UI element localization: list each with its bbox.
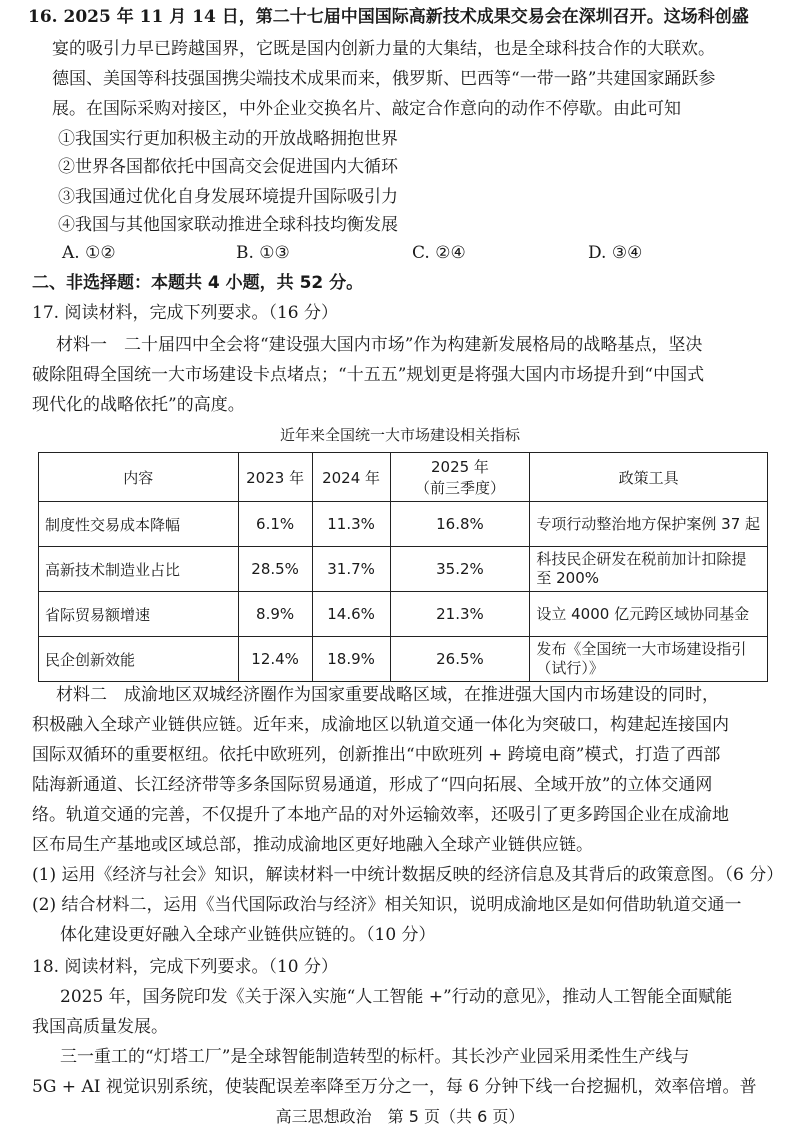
q17-material1-line-2: 破除阻碍全国统一大市场建设卡点堵点；“十五五”规划更是将强大国内市场提升到“中国式 (32, 365, 705, 385)
row-item: 制度性交易成本降幅 (39, 502, 239, 547)
indicator-table (38, 452, 768, 682)
row-2024: 11.3% (312, 502, 390, 547)
row-2025: 26.5% (390, 637, 530, 682)
table-row (39, 592, 768, 637)
q16-option-a: A. ①② (62, 243, 116, 263)
q16-option-d: D. ③④ (588, 243, 643, 263)
q17-material2-line-5: 络。轨道交通的完善，不仅提升了本地产品的对外运输效率，还吸引了更多跨国企业在成渝地 (32, 805, 729, 825)
q17-question-1: (1) 运用《经济与社会》知识，解读材料一中统计数据反映的经济信息及其背后的政策意图。（6 分） (32, 865, 784, 885)
row-policy: 设立 4000 亿元跨区域协同基金 (530, 592, 768, 637)
row-2024: 14.6% (312, 592, 390, 637)
q18-p2-line-1: 三一重工的“灯塔工厂”是全球智能制造转型的标杆。其长沙产业园采用柔性生产线与 (60, 1047, 690, 1067)
q17-material1-line-3: 现代化的战略依托”的高度。 (32, 395, 245, 415)
header-2025 (390, 453, 530, 502)
q17-question-2-line-1: (2) 结合材料二，运用《当代国际政治与经济》相关知识，说明成渝地区是如何借助轨道交通一 (32, 895, 742, 915)
page-footer: 高三思想政治 第 5 页（共 6 页） (275, 1107, 525, 1126)
row-2023: 28.5% (238, 547, 312, 592)
row-2025: 16.8% (390, 502, 530, 547)
q18-p1-line-1: 2025 年，国务院印发《关于深入实施“人工智能 +”行动的意见》，推动人工智能全面赋能 (60, 987, 733, 1007)
row-2025: 35.2% (390, 547, 530, 592)
q18-p1-line-2: 我国高质量发展。 (32, 1017, 168, 1037)
q16-option-c: C. ②④ (412, 243, 466, 263)
row-2024: 18.9% (312, 637, 390, 682)
header-2024: 2024 年 (312, 453, 390, 502)
q16-line-2: 宴的吸引力早已跨越国界，它既是国内创新力量的大集结，也是全球科技合作的大联欢。 (52, 39, 715, 59)
q16-line-1: 16. 2025 年 11 月 14 日，第二十七届中国国际高新技术成果交易会在深圳召开。这场科创盛 (28, 7, 749, 27)
q17-material2-line-4: 陆海新通道、长江经济带等多条国际贸易通道，形成了“四向拓展、全域开放”的立体交通网 (32, 775, 713, 795)
q18-p2-line-2: 5G + AI 视觉识别系统，使装配误差率降至万分之一，每 6 分钟下线一台挖掘机，效率倍增。普 (32, 1077, 757, 1097)
table-caption: 近年来全国统一大市场建设相关指标 (279, 426, 520, 444)
q16-item-4: ④我国与其他国家联动推进全球科技均衡发展 (58, 215, 398, 235)
q16-item-1: ①我国实行更加积极主动的开放战略拥抱世界 (58, 129, 398, 149)
q16-item-3: ③我国通过优化自身发展环境提升国际吸引力 (58, 187, 398, 207)
table-row (39, 547, 768, 592)
row-policy: 发布《全国统一大市场建设指引（试行）》 (530, 637, 768, 682)
header-2025-year: 2025 年 (430, 458, 489, 476)
row-2023: 6.1% (238, 502, 312, 547)
q17-material1-line-1: 材料一 二十届四中全会将“建设强大国内市场”作为构建新发展格局的战略基点，坚决 (56, 335, 703, 355)
q18-heading: 18. 阅读材料，完成下列要求。（10 分） (32, 957, 338, 977)
header-2023: 2023 年 (238, 453, 312, 502)
row-2024: 31.7% (312, 547, 390, 592)
header-content: 内容 (39, 453, 239, 502)
q16-option-b: B. ①③ (236, 243, 290, 263)
header-2025-note: （前三季度） (414, 479, 505, 497)
q17-material2-line-1: 材料二 成渝地区双城经济圈作为国家重要战略区域，在推进强大国内市场建设的同时， (56, 685, 719, 705)
q17-question-2-line-2: 体化建设更好融入全球产业链供应链的。（10 分） (60, 925, 436, 945)
q17-material2-line-3: 国际双循环的重要枢纽。依托中欧班列，创新推出“中欧班列 + 跨境电商”模式，打造了西部 (32, 745, 721, 765)
row-item: 高新技术制造业占比 (39, 547, 239, 592)
row-2023: 8.9% (238, 592, 312, 637)
section-heading: 二、非选择题：本题共 4 小题，共 52 分。 (32, 273, 364, 293)
table-row (39, 637, 768, 682)
table-header-row (39, 453, 768, 502)
q16-line-3: 德国、美国等科技强国携尖端技术成果而来，俄罗斯、巴西等“一带一路”共建国家踊跃参 (52, 69, 716, 89)
row-2023: 12.4% (238, 637, 312, 682)
row-policy: 科技民企研发在税前加计扣除提至 200% (530, 547, 768, 592)
row-policy: 专项行动整治地方保护案例 37 起 (530, 502, 768, 547)
q16-item-2: ②世界各国都依托中国高交会促进国内大循环 (58, 157, 398, 177)
row-2025: 21.3% (390, 592, 530, 637)
q17-material2-line-6: 区布局生产基地或区域总部，推动成渝地区更好地融入全球产业链供应链。 (32, 835, 593, 855)
q17-material2-line-2: 积极融入全球产业链供应链。近年来，成渝地区以轨道交通一体化为突破口，构建起连接国内 (32, 715, 729, 735)
header-policy: 政策工具 (530, 453, 768, 502)
q17-heading: 17. 阅读材料，完成下列要求。（16 分） (32, 303, 338, 323)
table-row (39, 502, 768, 547)
row-item: 民企创新效能 (39, 637, 239, 682)
row-item: 省际贸易额增速 (39, 592, 239, 637)
q16-line-4: 展。在国际采购对接区，中外企业交换名片、敲定合作意向的动作不停歇。由此可知 (52, 99, 681, 119)
